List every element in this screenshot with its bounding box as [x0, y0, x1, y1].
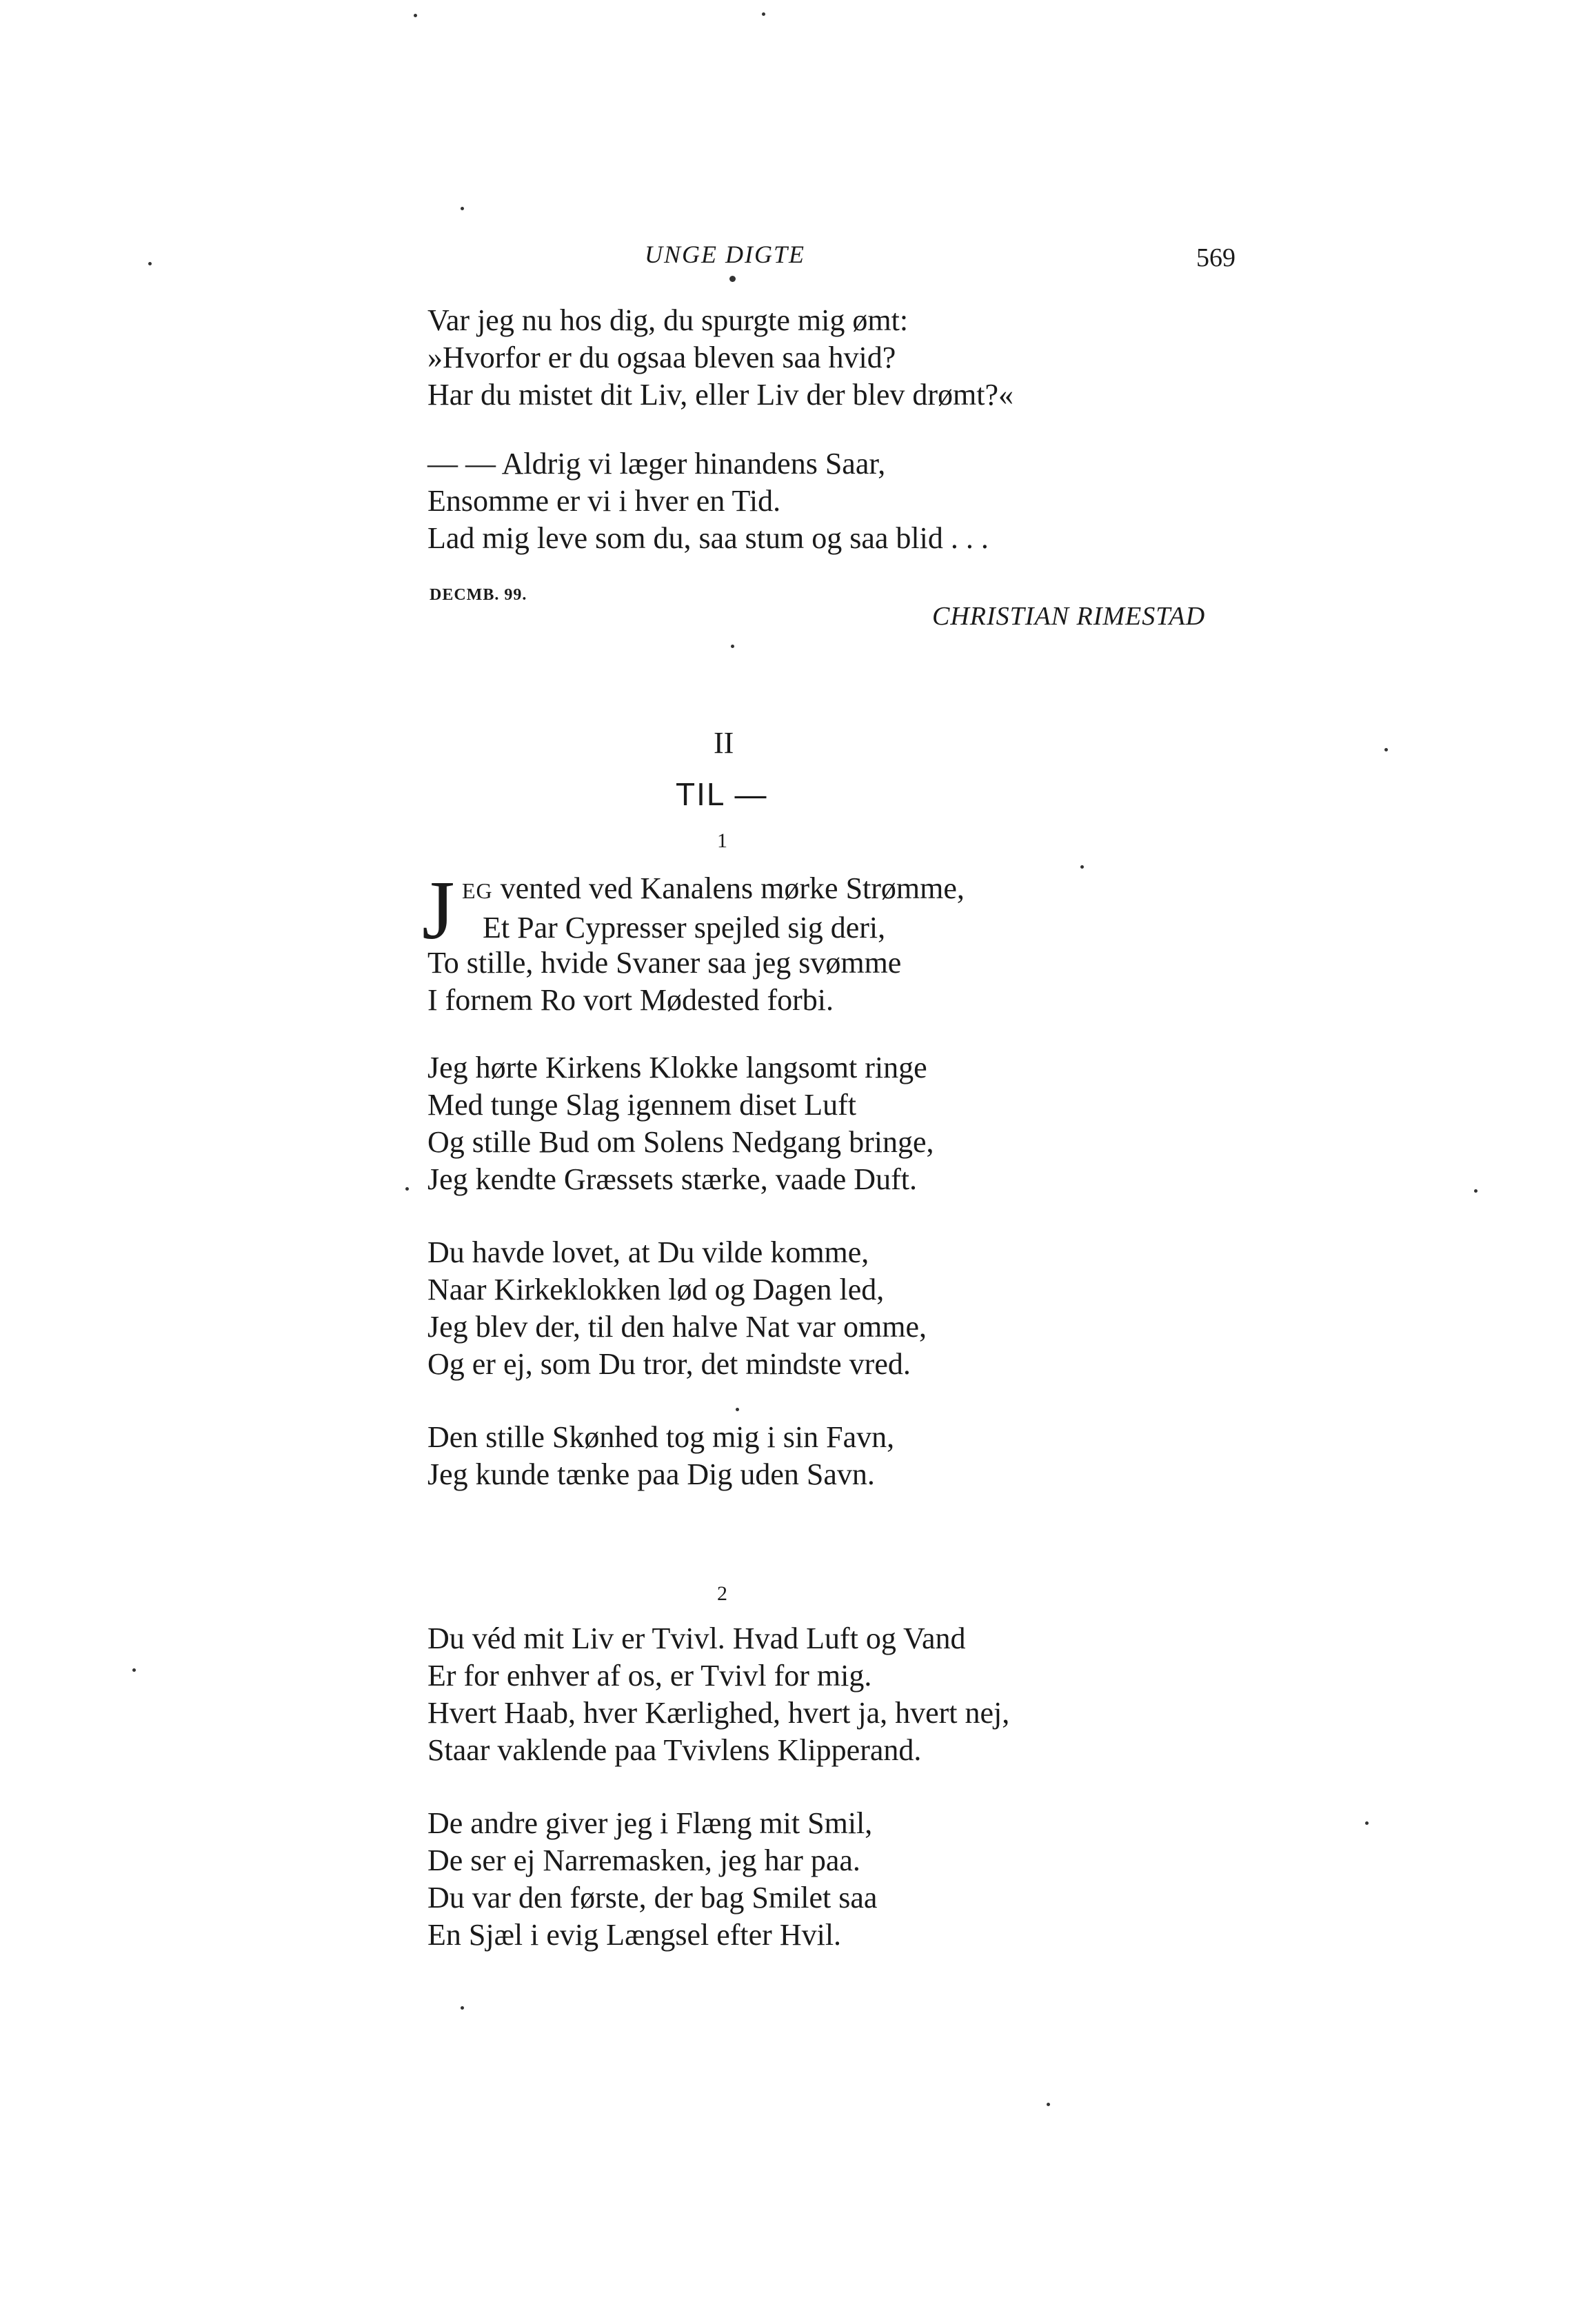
poem-number: 1 [717, 829, 727, 852]
stanza [427, 1049, 934, 1198]
verse-line: Staar vaklende paa Tvivlens Klipperand. [427, 1733, 922, 1767]
scan-speck [414, 14, 417, 17]
verse-line: Jeg kendte Græssets stærke, vaade Duft. [427, 1162, 917, 1196]
verse-line-text: vented ved Kanalens mørke Strømme, [492, 871, 965, 905]
scan-speck [148, 262, 152, 265]
verse-line: Du havde lovet, at Du vilde komme, [427, 1235, 869, 1269]
verse-line: Og stille Bud om Solens Nedgang bringe, [427, 1125, 934, 1159]
poem-number: 2 [717, 1582, 727, 1605]
scan-speck [1047, 2103, 1050, 2106]
stanza [427, 302, 1014, 414]
author-signature: CHRISTIAN RIMESTAD [932, 602, 1206, 631]
verse-line: Jeg hørte Kirkens Klokke langsomt ringe [427, 1051, 927, 1084]
verse-line: Jeg kunde tænke paa Dig uden Savn. [427, 1457, 875, 1491]
verse-line: De andre giver jeg i Flæng mit Smil, [427, 1806, 873, 1840]
verse-line: To stille, hvide Svaner saa jeg svømme [427, 946, 902, 980]
scan-speck [132, 1668, 136, 1672]
stanza [427, 1234, 927, 1383]
stanza [462, 870, 965, 947]
scan-speck [736, 1408, 739, 1411]
verse-line: »Hvorfor er du ogsaa bleven saa hvid? [427, 341, 896, 374]
verse-line [462, 870, 965, 909]
verse-line: Du var den første, der bag Smilet saa [427, 1881, 878, 1914]
poem-date: DECMB. 99. [430, 586, 527, 604]
verse-line: En Sjæl i evig Længsel efter Hvil. [427, 1918, 842, 1952]
verse-line: Den stille Skønhed tog mig i sin Favn, [427, 1420, 895, 1454]
verse-line: Lad mig leve som du, saa stum og saa blid . . . [427, 521, 989, 555]
stanza [427, 1620, 1009, 1769]
verse-line: I fornem Ro vort Mødested forbi. [427, 983, 834, 1017]
scan-speck [405, 1187, 409, 1191]
page-number: 569 [1196, 243, 1236, 272]
scan-speck [762, 12, 765, 16]
verse-line: Med tunge Slag igennem diset Luft [427, 1088, 856, 1122]
verse-line: Ensomme er vi i hver en Tid. [427, 484, 781, 518]
drop-cap: J [422, 864, 455, 957]
section-numeral: II [714, 726, 734, 760]
verse-line: De ser ej Narremasken, jeg har paa. [427, 1843, 860, 1877]
stanza [427, 445, 989, 557]
section-title: TIL — [676, 776, 768, 812]
scan-speck [1384, 748, 1388, 751]
running-title: UNGE DIGTE [645, 241, 805, 268]
stanza [427, 944, 901, 1019]
scan-speck [461, 2006, 464, 2010]
verse-line: Har du mistet dit Liv, eller Liv der blev drømt?« [427, 378, 1014, 412]
verse-line: Naar Kirkeklokken lød og Dagen led, [427, 1273, 885, 1306]
scan-speck [1365, 1821, 1369, 1825]
scan-speck [729, 276, 736, 282]
verse-line: Var jeg nu hos dig, du spurgte mig ømt: [427, 303, 909, 337]
verse-line: Jeg blev der, til den halve Nat var omme, [427, 1310, 927, 1344]
scan-speck [1474, 1189, 1478, 1193]
scan-speck [731, 645, 734, 648]
stanza [427, 1805, 877, 1954]
verse-line: Og er ej, som Du tror, det mindste vred. [427, 1347, 911, 1381]
scan-speck [461, 207, 464, 210]
verse-line: Hvert Haab, hver Kærlighed, hvert ja, hvert nej, [427, 1696, 1010, 1730]
verse-line: — — Aldrig vi læger hinandens Saar, [427, 447, 886, 481]
verse-line: Er for enhver af os, er Tvivl for mig. [427, 1659, 872, 1693]
verse-line: Du véd mit Liv er Tvivl. Hvad Luft og Vand [427, 1621, 966, 1655]
stanza [427, 1419, 894, 1493]
verse-line: Et Par Cypresser spejled sig deri, [483, 911, 886, 944]
scan-speck [1080, 865, 1084, 869]
small-caps-lead: EG [462, 878, 493, 903]
